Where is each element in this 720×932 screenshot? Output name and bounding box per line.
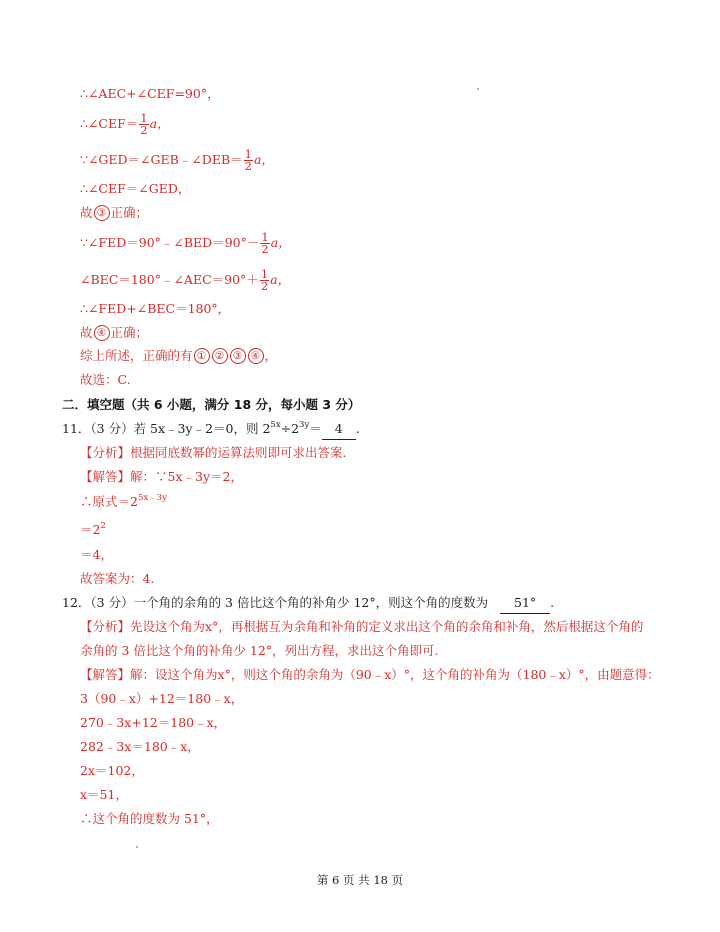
fraction-numerator: 1 bbox=[244, 147, 252, 161]
q11-step-1-text: ∴原式＝2 bbox=[80, 494, 138, 509]
q12-analysis-cont: 余角的 3 倍比这个角的补角少 12°，列出方程，求出这个角即可. bbox=[80, 643, 439, 658]
fraction-numerator: 1 bbox=[261, 230, 269, 244]
proof-line-3-var: a， bbox=[253, 152, 274, 167]
section-heading: 二．填空题（共 6 小题，满分 18 分，每小题 3 分） bbox=[62, 397, 361, 412]
fraction-denominator: 2 bbox=[261, 242, 269, 256]
q11-analysis-tag: 【分析】 bbox=[80, 445, 131, 460]
scan-speck bbox=[477, 88, 479, 90]
q12-step-3: 282﹣3x＝180﹣x， bbox=[80, 739, 200, 754]
proof-line-10-pre: 综上所述，正确的有 bbox=[80, 348, 193, 363]
proof-line-3-text: ∵∠GED＝∠GEB﹣∠DEB＝ bbox=[80, 152, 243, 167]
q11-solution bbox=[80, 467, 243, 487]
q11-stem-pre: 11．（3 分）若 5x﹣3y﹣2＝0，则 2 bbox=[62, 421, 271, 436]
proof-line-10 bbox=[80, 346, 277, 366]
q11-stem-end: . bbox=[355, 421, 360, 436]
fraction bbox=[244, 149, 253, 172]
proof-line-1: ∴∠AEC+∠CEF=90°， bbox=[80, 86, 220, 101]
fraction-numerator: 1 bbox=[260, 267, 269, 281]
proof-line-5 bbox=[80, 203, 148, 223]
q11-step-1-exponent: 5x﹣3y bbox=[137, 493, 167, 503]
proof-line-7-text: ∠BEC＝180°﹣∠AEC＝90°＋ bbox=[80, 272, 259, 287]
proof-line-5-pre: 故 bbox=[80, 205, 93, 220]
proof-line-7 bbox=[80, 267, 290, 293]
q12-answer-blank: 51° bbox=[500, 593, 550, 614]
proof-line-2-text: ∴∠CEF＝ bbox=[80, 116, 139, 131]
fraction-numerator: 1 bbox=[140, 111, 148, 125]
circled-number-3: ③ bbox=[230, 348, 246, 364]
proof-line-9-post: 正确； bbox=[110, 325, 149, 340]
q12-step-1: 3（90﹣x）+12＝180﹣x， bbox=[80, 691, 244, 706]
q11-stem-eq: ＝ bbox=[309, 421, 322, 436]
q11-exponent-2: 3y bbox=[299, 420, 310, 430]
circled-number-4: ④ bbox=[248, 348, 264, 364]
fraction-denominator: 2 bbox=[140, 123, 148, 137]
q11-solution-text: 解：∵5x﹣3y＝2， bbox=[130, 469, 243, 484]
q11-analysis-text: 根据同底数幂的运算法则即可求出答案. bbox=[130, 445, 347, 460]
q12-stem-pre: 12．（3 分）一个角的余角的 3 倍比这个角的补角少 12°，则这个角的度数为 bbox=[62, 595, 489, 610]
proof-line-9 bbox=[80, 323, 148, 343]
q11-answer-blank: 4 bbox=[322, 419, 356, 440]
q12-solution bbox=[80, 665, 660, 685]
fraction-denominator: 2 bbox=[244, 159, 252, 173]
q12-analysis-text: 先设这个角为x°，再根据互为余角和补角的定义求出这个角的余角和补角，然后根据这个角的 bbox=[130, 619, 644, 634]
proof-line-6-var: a， bbox=[270, 235, 291, 250]
proof-line-4: ∴∠CEF＝∠GED， bbox=[80, 181, 191, 196]
proof-line-9-pre: 故 bbox=[80, 325, 93, 340]
q11-solution-tag: 【解答】 bbox=[80, 469, 131, 484]
q12-step-5: x＝51， bbox=[80, 787, 128, 802]
q12-solution-tag: 【解答】 bbox=[80, 667, 131, 682]
q12-step-6: ∴这个角的度数为 51°， bbox=[80, 811, 219, 826]
q12-analysis-tag: 【分析】 bbox=[80, 619, 131, 634]
fraction bbox=[260, 269, 269, 292]
proof-line-5-post: 正确； bbox=[110, 205, 149, 220]
fraction bbox=[260, 232, 269, 255]
q11-step-2-text: ＝2 bbox=[80, 522, 101, 537]
proof-line-6-text: ∵∠FED＝90°﹣∠BED＝90°－ bbox=[80, 235, 260, 250]
q11-final-answer: 故答案为：4. bbox=[80, 571, 155, 586]
proof-line-3 bbox=[80, 147, 274, 173]
fraction-denominator: 2 bbox=[260, 279, 269, 293]
circled-number-1: ① bbox=[194, 348, 210, 364]
proof-line-6 bbox=[80, 230, 291, 256]
proof-line-2 bbox=[80, 111, 170, 137]
q11-stem-mid: ÷2 bbox=[280, 421, 300, 436]
circled-number-3: ③ bbox=[94, 205, 110, 221]
q12-stem bbox=[62, 593, 554, 614]
q12-step-4: 2x＝102， bbox=[80, 763, 144, 778]
q12-stem-end: . bbox=[550, 595, 555, 610]
proof-line-7-var: a， bbox=[270, 272, 291, 287]
q11-step-3: ＝4， bbox=[80, 547, 113, 562]
fraction bbox=[139, 113, 148, 136]
circled-number-2: ② bbox=[212, 348, 228, 364]
q11-step-2 bbox=[80, 520, 106, 540]
q11-step-1 bbox=[80, 492, 167, 512]
proof-line-8: ∴∠FED+∠BEC＝180°， bbox=[80, 301, 231, 316]
page-footer: 第 6 页 共 18 页 bbox=[316, 873, 404, 887]
q11-step-2-exponent: 2 bbox=[100, 521, 106, 531]
proof-line-11: 故选：C. bbox=[80, 372, 131, 387]
q11-analysis bbox=[80, 443, 347, 463]
scan-speck bbox=[136, 846, 138, 848]
q12-analysis bbox=[80, 617, 643, 637]
circled-number-4: ④ bbox=[94, 325, 110, 341]
q12-solution-text: 解：设这个角为x°，则这个角的余角为（90﹣x）°，这个角的补角为（180﹣x）°，由题意得： bbox=[130, 667, 660, 682]
q11-exponent-1: 5x bbox=[270, 420, 281, 430]
q12-step-2: 270﹣3x+12＝180﹣x， bbox=[80, 715, 227, 730]
q11-stem bbox=[62, 419, 360, 440]
proof-line-10-post: ， bbox=[264, 348, 278, 363]
proof-line-2-var: a， bbox=[149, 116, 170, 131]
